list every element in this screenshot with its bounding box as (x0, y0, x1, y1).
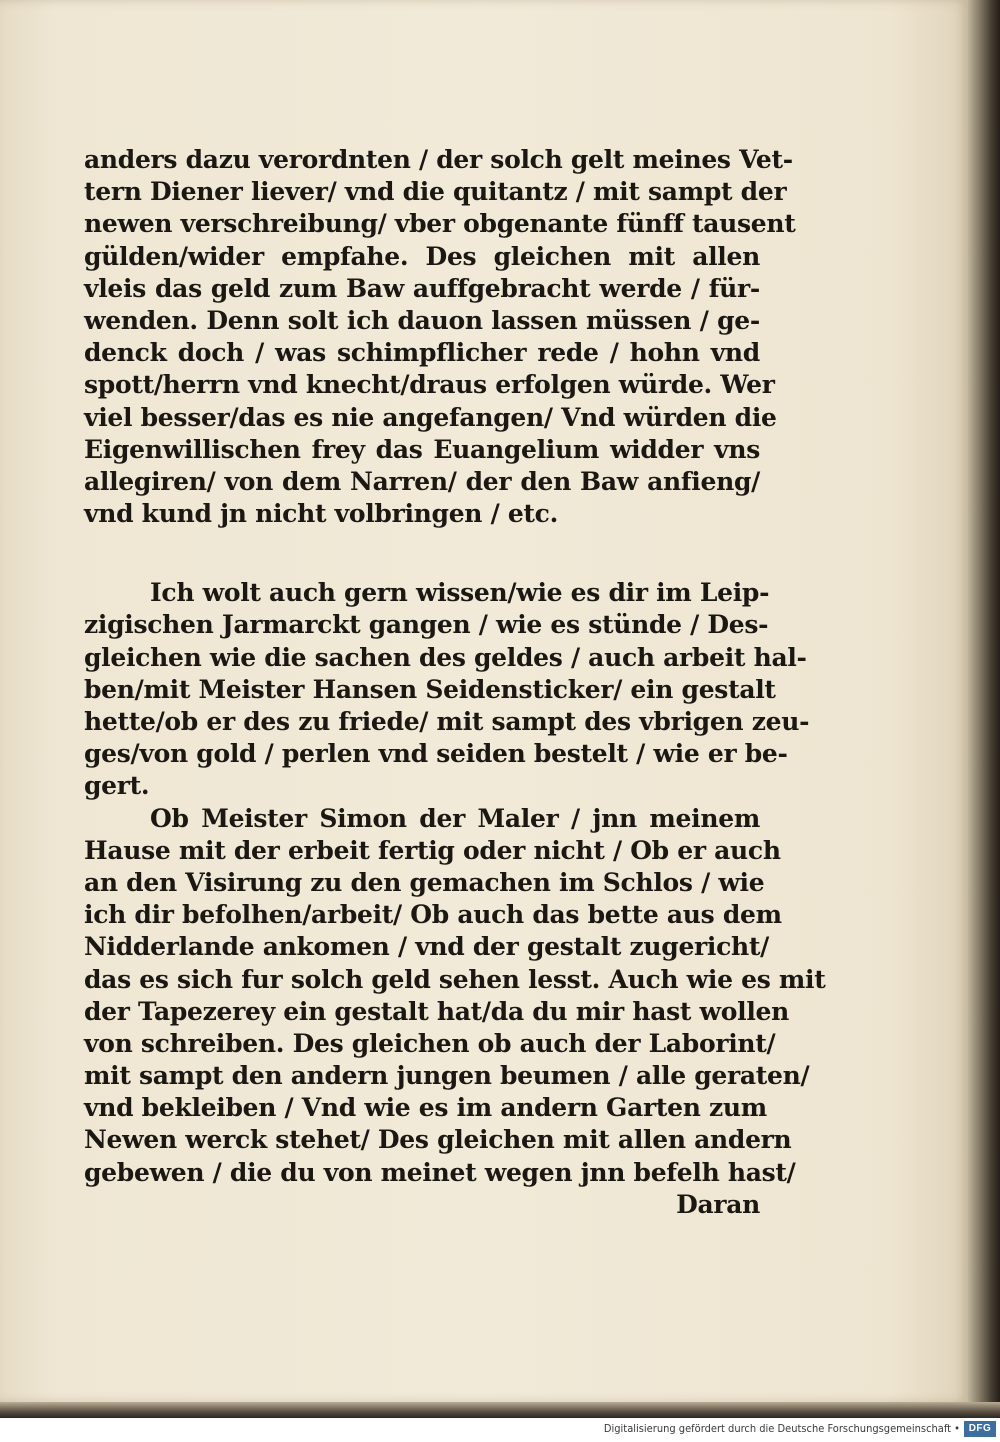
text-line: Eigenwillischen frey das Euangelium widder vns (84, 434, 760, 464)
text-line: ben/mit Meister Hansen Seidensticker/ ein gestalt (84, 674, 776, 704)
funding-credit: Digitalisierung gefördert durch die Deutsche Forschungsgemeinschaft • (603, 1422, 960, 1435)
text-line: Nidderlande ankomen / vnd der gestalt zugericht/ (84, 932, 770, 962)
text-line: viel besser/das es nie angefangen/ Vnd würden die (84, 402, 777, 432)
text-line: zigischen Jarmarckt gangen / wie es stünde / Des- (84, 610, 769, 640)
text-line: vnd bekleiben / Vnd wie es im andern Garten zum (84, 1093, 767, 1123)
text-line: tern Diener liever/ vnd die quitantz / mit sampt der (84, 177, 787, 207)
page-bottom-shadow (0, 1402, 1000, 1418)
text-line: newen verschreibung/ vber obgenante fünff tausent (84, 209, 796, 239)
text-line: ges/von gold / perlen vnd seiden bestelt / wie er be- (84, 739, 788, 769)
paragraph-3 (84, 803, 826, 1189)
text-line: allegiren/ von dem Narren/ der den Baw anfieng/ (84, 466, 760, 496)
text-line: der Tapezerey ein gestalt hat/da du mir hast wollen (84, 996, 790, 1026)
dfg-logo: DFG (964, 1421, 996, 1437)
text-line: wenden. Denn solt ich dauon lassen müssen / ge- (84, 305, 760, 335)
text-line: spott/herrn vnd knecht/draus erfolgen würde. Wer (84, 370, 775, 400)
text-line: ich dir befolhen/arbeit/ Ob auch das bette aus dem (84, 900, 782, 930)
text-line: Ich wolt auch gern wissen/wie es dir im Leip- (150, 578, 770, 608)
text-line: Hause mit der erbeit fertig oder nicht / Ob er auch (84, 835, 781, 865)
text-line: gülden/wider empfahe. Des gleichen mit allen (84, 241, 760, 271)
text-line: hette/ob er des zu friede/ mit sampt des vbrigen zeu- (84, 707, 810, 736)
text-line: Ob Meister Simon der Maler / jnn meinem (150, 803, 760, 833)
text-line: anders dazu verordnten / der solch gelt meines Vet- (84, 145, 793, 174)
page-edge-shadow (968, 0, 1000, 1418)
text-line: denck doch / was schimpflicher rede / hohn vnd (84, 338, 760, 368)
text-line: Newen werck stehet/ Des gleichen mit allen andern (84, 1125, 792, 1155)
text-line: gert. (84, 771, 150, 801)
text-line: vnd kund jn nicht volbringen / etc. (84, 499, 558, 529)
paragraph-2 (84, 577, 810, 802)
text-line: an den Visirung zu den gemachen im Schlos / wie (84, 867, 765, 897)
catchword: Daran (676, 1189, 760, 1219)
text-line: das es sich fur solch geld sehen lesst. Auch wie es mit (84, 964, 826, 994)
paragraph-gap (84, 530, 760, 577)
text-line: vleis das geld zum Baw auffgebracht werde / für- (84, 273, 760, 303)
paragraph-1 (84, 144, 796, 530)
text-line: gleichen wie die sachen des geldes / auch arbeit hal- (84, 642, 807, 672)
text-line: von schreiben. Des gleichen ob auch der Laborint/ (84, 1028, 776, 1058)
text-line: mit sampt den andern jungen beumen / alle geraten/ (84, 1061, 810, 1091)
text-line: gebewen / die du von meinet wegen jnn befelh hast/ (84, 1157, 796, 1187)
text-block (84, 144, 826, 1221)
footer-bar (0, 1418, 1000, 1442)
